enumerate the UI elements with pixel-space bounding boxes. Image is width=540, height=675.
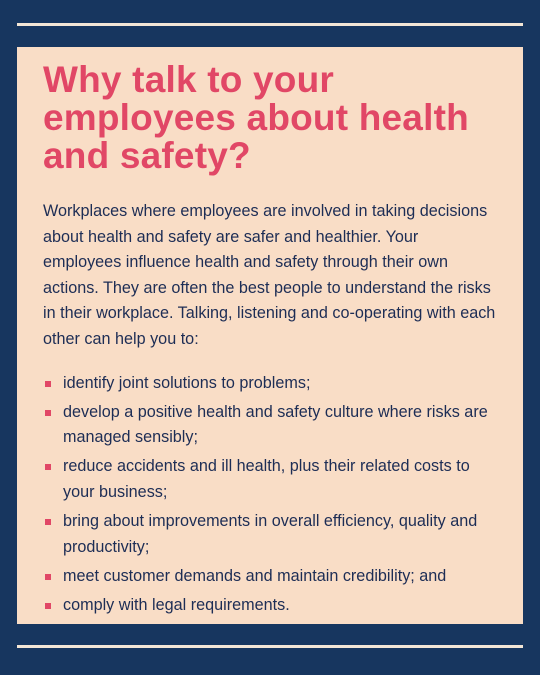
content-panel [17,47,523,624]
top-divider [17,23,523,26]
list-item [43,454,499,505]
intro-paragraph: Workplaces where employees are involved in taking decisions about health and safety are safer and healthier. Your employees influence health and safety through their own actions. They are often the best people to understand the risks in their workplace. Talking, listening and co-operating with each other can help you to: [43,202,496,348]
list-item [43,593,499,619]
square-bullet-icon [45,519,51,525]
square-bullet-icon [45,603,51,609]
square-bullet-icon [45,410,51,416]
list-item-text: reduce accidents and ill health, plus their related costs to your business; [63,457,470,501]
list-item-text: meet customer demands and maintain credibility; and [63,566,447,585]
benefits-list [43,371,499,619]
list-item [43,509,499,560]
list-item-text: bring about improvements in overall efficiency, quality and productivity; [63,512,478,556]
list-item-text: comply with legal requirements. [63,595,290,614]
list-item [43,371,499,397]
square-bullet-icon [45,464,51,470]
list-item [43,564,499,590]
page-title: Why talk to your employees about health and safety? [43,59,469,176]
list-item-text: develop a positive health and safety culture where risks are managed sensibly; [63,402,488,447]
square-bullet-icon [45,574,51,580]
square-bullet-icon [45,381,51,387]
bottom-divider [17,645,523,648]
list-item-text: identify joint solutions to problems; [63,373,311,392]
list-item [43,400,499,451]
